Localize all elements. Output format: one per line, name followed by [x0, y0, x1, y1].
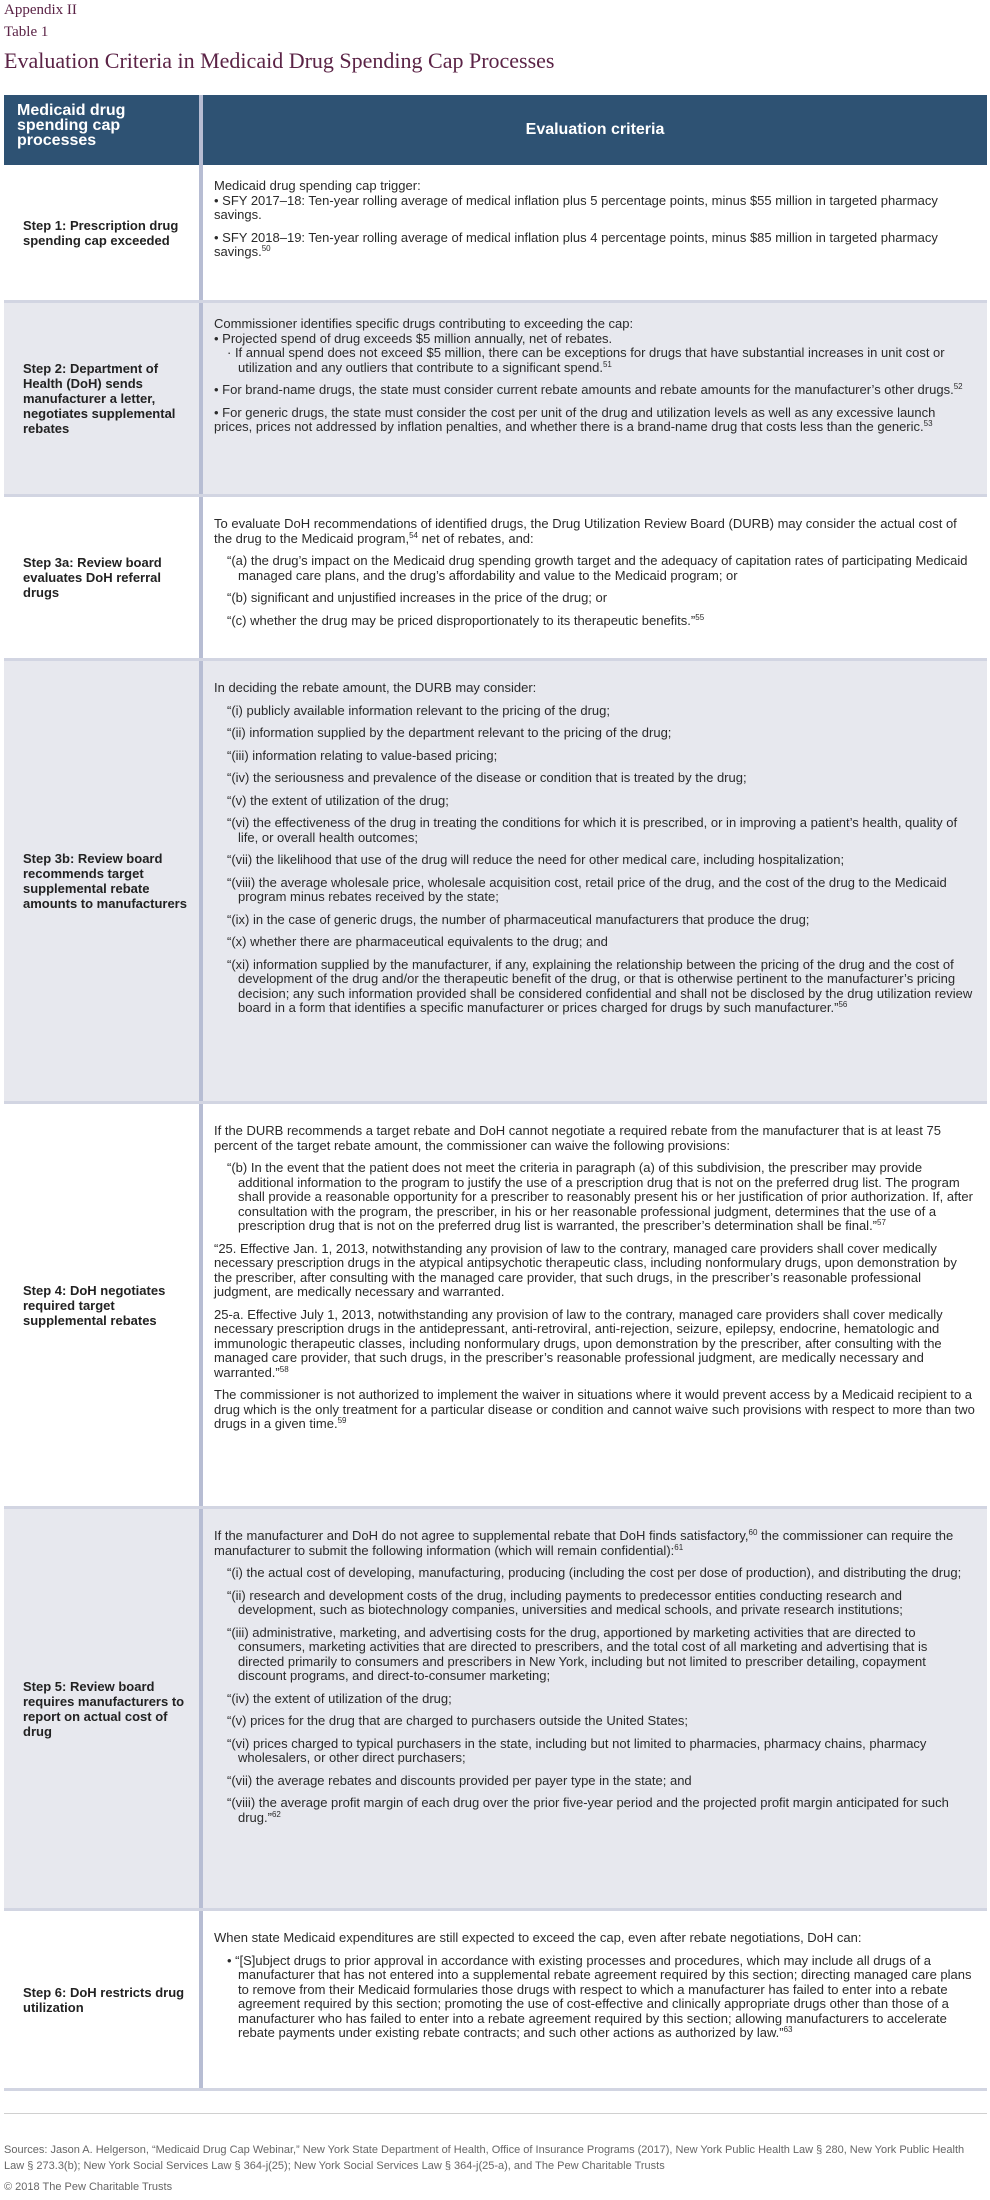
criteria-text: “(ii) information supplied by the department relevant to the pricing of the drug;: [227, 725, 672, 740]
step-label: Step 3b: Review board recommends target supplemental rebate amounts to manufacturers: [4, 661, 203, 1101]
criteria-text: • SFY 2017–18: Ten-year rolling average of medical inflation plus 5 percentage points, minus $55 million in targeted pharmacy savings.: [214, 192, 938, 222]
criteria-text: Commissioner identifies specific drugs contributing to exceeding the cap:: [214, 316, 634, 331]
criteria-text: “(c) whether the drug may be priced disproportionately to its therapeutic benefits.”: [227, 612, 696, 628]
criteria-line: [214, 346, 975, 375]
criteria-line: [214, 1242, 975, 1300]
footnote-ref: 63: [783, 2025, 793, 2034]
criteria-line: [214, 332, 975, 347]
criteria-line: [214, 1566, 975, 1581]
step-label: Step 5: Review board requires manufacturers to report on actual cost of drug: [4, 1509, 203, 1908]
criteria-line: [214, 876, 975, 905]
criteria-line: [214, 1124, 975, 1153]
criteria-line: [214, 794, 975, 809]
criteria-text: • For generic drugs, the state must consider the cost per unit of the drug and utilization levels as well as any excessive launch prices, prices not addressed by inflation penalties, and whether there is a brand-name drug that costs less than the generic.: [214, 404, 936, 434]
criteria-line: [214, 816, 975, 845]
footnote-ref: 62: [271, 1809, 281, 1819]
criteria-text-continued: net of rebates, and:: [418, 530, 534, 546]
sources-note: Sources: Jason A. Helgerson, “Medicaid Drug Cap Webinar,” New York State Department of Health, Office of Insurance Programs (2017), New York Public Health Law § 280, New York Public Health Law § 273.3(b); New York Social Services Law § 364-j(25); New York Social Services Law § 364-j(25-a), and The Pew Charitable Trusts: [4, 2144, 965, 2172]
criteria-line: [214, 958, 975, 1016]
footnote-ref: 57: [877, 1218, 886, 1227]
table-row: [4, 1911, 987, 2091]
criteria-text: “(vii) the likelihood that use of the drug will reduce the need for other medical care, including hospitalization;: [227, 852, 845, 867]
table-header: [4, 95, 987, 165]
criteria-line: [214, 406, 975, 435]
table-body: [4, 165, 987, 2091]
step-label: Step 4: DoH negotiates required target supplemental rebates: [4, 1104, 203, 1506]
criteria-line: [214, 591, 975, 606]
criteria-text: “(iii) administrative, marketing, and advertising costs for the drug, apportioned by marketing activities that are directed to consumers, marketing activities that are directed to prescribers, and the total cost of all marketing and advertising that is directed primarily to consumers and prescribers in New York, including but not limited to prescriber detailing, copayment discount programs, and direct-to-consumer marketing;: [227, 1624, 928, 1683]
criteria-line: [214, 1388, 975, 1432]
footnote-ref: 56: [838, 1000, 848, 1009]
criteria-text: If the DURB recommends a target rebate and DoH cannot negotiate a required rebate from the manufacturer that is at least 75 percent of the target rebate amount, the commissioner can waive the following provisions:: [214, 1123, 941, 1153]
criteria-cell: [203, 1509, 987, 1908]
criteria-line: [214, 1714, 975, 1729]
criteria-line: [214, 853, 975, 868]
criteria-text: “(iv) the extent of utilization of the drug;: [227, 1690, 452, 1706]
criteria-line: [214, 614, 975, 629]
criteria-text: “25. Effective Jan. 1, 2013, notwithstanding any provision of law to the contrary, managed care providers shall cover medically necessary prescription drugs in the atypical antipsychotic therapeutic class, including nonformulary drugs, upon demonstration by the prescriber, after consulting with the managed care provider, that such drugs, in the prescriber’s reasonable professional judgment, are medically necessary and warranted.: [214, 1240, 957, 1299]
criteria-text: “(b) In the event that the patient does not meet the criteria in paragraph (a) of this subdivision, the prescriber may provide additional information to the program to justify the use of a prescription drug that is not on the preferred drug list. The program shall provide a reasonable opportunity for a prescriber to reasonably present his or her justification of prior authorization. If, after consultation with the program, the prescriber, in his or her reasonable professional judgment, determines that the use of a prescription drug that is not on the preferred drug list is warranted, the prescriber’s determination shall be final.”: [227, 1160, 973, 1233]
criteria-text: • For brand-name drugs, the state must consider current rebate amounts and rebate amounts for the manufacturer’s other drugs.: [214, 382, 954, 397]
appendix-label: Appendix II: [4, 2, 77, 18]
criteria-line: [214, 1931, 975, 1946]
criteria-cell: [203, 303, 987, 494]
table-row: [4, 661, 987, 1104]
criteria-table: [4, 95, 987, 2091]
criteria-text: In deciding the rebate amount, the DURB may consider:: [214, 680, 537, 695]
criteria-text: “(v) prices for the drug that are charged to purchasers outside the United States;: [227, 1713, 689, 1728]
footnote-ref: 55: [695, 612, 705, 622]
criteria-text: · If annual spend does not exceed $5 million, there can be exceptions for drugs that have substantial increases in unit cost or utilization and any outliers that contribute to a significant spend.: [227, 345, 945, 375]
criteria-line: [214, 317, 975, 332]
page-title: Evaluation Criteria in Medicaid Drug Spending Cap Processes: [4, 48, 555, 73]
column-header-criteria: Evaluation criteria: [525, 121, 665, 138]
criteria-line: [214, 749, 975, 764]
table-row: [4, 165, 987, 303]
step-label: Step 3a: Review board evaluates DoH referral drugs: [4, 497, 203, 658]
criteria-text: “(i) the actual cost of developing, manufacturing, producing (including the cost per dose of production), and distributing the drug;: [227, 1565, 962, 1580]
criteria-cell: [203, 165, 987, 300]
criteria-text: 25-a. Effective July 1, 2013, notwithstanding any provision of law to the contrary, managed care providers shall cover medically necessary prescription drugs in the antidepressant, anti-retroviral, anti-rejection, seizure, epilepsy, endocrine, hematologic and immunologic therapeutic classes, including nonformulary drugs, upon demonstration by the prescriber, after consulting with the managed care provider, that such drugs, in the prescriber’s reasonable professional judgment, are medically necessary and warranted.”: [214, 1306, 943, 1380]
criteria-text: “(ii) research and development costs of the drug, including payments to predecessor entities conducting research and development, such as biotechnology companies, universities and medical schools, and private research institutions;: [227, 1587, 903, 1617]
criteria-text: “(b) significant and unjustified increases in the price of the drug; or: [227, 590, 608, 605]
criteria-text: Medicaid drug spending cap trigger:: [214, 178, 421, 193]
criteria-text: “(a) the drug’s impact on the Medicaid drug spending growth target and the adequacy of capitation rates of participating Medicaid managed care plans, and the drug’s affordability and value to the Medicaid program; or: [227, 553, 968, 583]
step-label: Step 2: Department of Health (DoH) sends manufacturer a letter, negotiates supplemental rebates: [4, 303, 203, 494]
criteria-text: “(viii) the average profit margin of each drug over the prior five-year period and the projected profit margin anticipated for such drug.”: [227, 1795, 949, 1825]
criteria-text: “(ix) in the case of generic drugs, the number of pharmaceutical manufacturers that produce the drug;: [227, 911, 810, 927]
criteria-line: [214, 1796, 975, 1825]
footnote-ref: 53: [923, 419, 933, 428]
table-row: [4, 1104, 987, 1509]
criteria-text: “(x) whether there are pharmaceutical equivalents to the drug; and: [227, 934, 608, 949]
footnote-ref: 61: [674, 1542, 684, 1552]
criteria-line: [214, 771, 975, 786]
column-header-process: Medicaid drug spending cap processes: [4, 95, 203, 165]
criteria-text: • Projected spend of drug exceeds $5 million annually, net of rebates.: [214, 330, 613, 346]
footnote-ref: 58: [279, 1364, 289, 1374]
criteria-line: [214, 726, 975, 741]
criteria-line: [214, 681, 975, 696]
criteria-line: [214, 1529, 975, 1558]
footnote-ref: 59: [337, 1416, 347, 1425]
criteria-text: “(i) publicly available information relevant to the pricing of the drug;: [227, 702, 610, 718]
criteria-line: [214, 935, 975, 950]
criteria-cell: [203, 497, 987, 658]
criteria-text: • SFY 2018–19: Ten-year rolling average of medical inflation plus 4 percentage points, minus $85 million in targeted pharmacy savings.: [214, 229, 938, 259]
criteria-text: When state Medicaid expenditures are still expected to exceed the cap, even after rebate negotiations, DoH can:: [214, 1930, 862, 1945]
criteria-text: “(vii) the average rebates and discounts provided per payer type in the state; and: [227, 1772, 692, 1788]
criteria-line: [214, 1954, 975, 2041]
criteria-text-continued: the commissioner can require the manufacturer to submit the following information (which will remain confidential):: [214, 1528, 954, 1558]
criteria-line: [214, 913, 975, 928]
footnote-ref: 52: [953, 382, 963, 391]
criteria-line: [214, 1161, 975, 1234]
criteria-cell: [203, 661, 987, 1101]
criteria-text: If the manufacturer and DoH do not agree to supplemental rebate that DoH finds satisfactory,: [214, 1528, 749, 1543]
criteria-line: [214, 383, 975, 398]
criteria-line: [214, 517, 975, 546]
table-row: [4, 497, 987, 661]
criteria-line: [214, 1774, 975, 1789]
criteria-line: [214, 1692, 975, 1707]
criteria-text: “(vi) the effectiveness of the drug in treating the conditions for which it is prescribed, or in improving a patient’s health, quality of life, or overall health outcomes;: [227, 815, 958, 845]
criteria-line: [214, 554, 975, 583]
criteria-text: The commissioner is not authorized to implement the waiver in situations where it would prevent access by a Medicaid recipient to a drug which is the only treatment for a particular disease or condition and cannot waive such provisions with respect to more than two drugs in a given time.: [214, 1387, 975, 1431]
criteria-text: To evaluate DoH recommendations of identified drugs, the Drug Utilization Review Board (DURB) may consider the actual cost of the drug to the Medicaid program,: [214, 516, 957, 546]
criteria-line: [214, 1737, 975, 1766]
criteria-line: [214, 179, 975, 194]
criteria-cell: [203, 1104, 987, 1506]
footnote-ref: 60: [748, 1528, 758, 1537]
criteria-line: [214, 1308, 975, 1381]
criteria-line: [214, 704, 975, 719]
criteria-cell: [203, 1911, 987, 2088]
copyright-note: © 2018 The Pew Charitable Trusts: [4, 2181, 173, 2193]
footnote-ref: 54: [409, 530, 419, 540]
criteria-text: “(vi) prices charged to typical purchasers in the state, including but not limited to pharmacies, pharmacy chains, pharmacy wholesalers, or other direct purchasers;: [227, 1735, 927, 1765]
table-row: [4, 303, 987, 497]
step-label: Step 1: Prescription drug spending cap exceeded: [4, 165, 203, 300]
criteria-line: [214, 1626, 975, 1684]
footer-divider: [4, 2113, 987, 2114]
criteria-text: “(iii) information relating to value-based pricing;: [227, 747, 498, 763]
criteria-line: [214, 231, 975, 260]
table-label: Table 1: [4, 24, 49, 40]
footnote-ref: 51: [602, 359, 612, 369]
table-row: [4, 1509, 987, 1911]
criteria-line: [214, 194, 975, 223]
criteria-text: • “[S]ubject drugs to prior approval in accordance with existing processes and procedures, which may include all drugs of a manufacturer that has not entered into a supplemental rebate agreement required by this section; directing managed care plans to remove from their Medicaid formularies those drugs with respect to which a manufacturer has failed to enter into a rebate agreement required by this section; promoting the use of cost-effective and clinically appropriate drugs other than those of a manufacturer who has failed to enter into a rebate agreement required by this section; allowing manufacturers to accelerate rebate payments under existing rebate contracts; and such other actions as authorized by law.”: [227, 1952, 972, 2040]
criteria-line: [214, 1589, 975, 1618]
step-label: Step 6: DoH restricts drug utilization: [4, 1911, 203, 2088]
criteria-text: “(xi) information supplied by the manufacturer, if any, explaining the relationship between the pricing of the drug and the cost of development of the drug and/or the therapeutic benefit of the drug, or that is otherwise pertinent to the manufacturer’s pricing decision; any such information provided shall be considered confidential and shall not be disclosed by the drug utilization review board in a form that identifies a specific manufacturer or prices charged for drugs by such manufacturer.”: [227, 956, 973, 1015]
criteria-text: “(iv) the seriousness and prevalence of the disease or condition that is treated by the drug;: [227, 770, 747, 785]
criteria-text: “(viii) the average wholesale price, wholesale acquisition cost, retail price of the drug, and the cost of the drug to the Medicaid program minus rebates received by the state;: [227, 874, 947, 904]
footnote-ref: 50: [261, 244, 271, 253]
criteria-text: “(v) the extent of utilization of the drug;: [227, 792, 449, 808]
